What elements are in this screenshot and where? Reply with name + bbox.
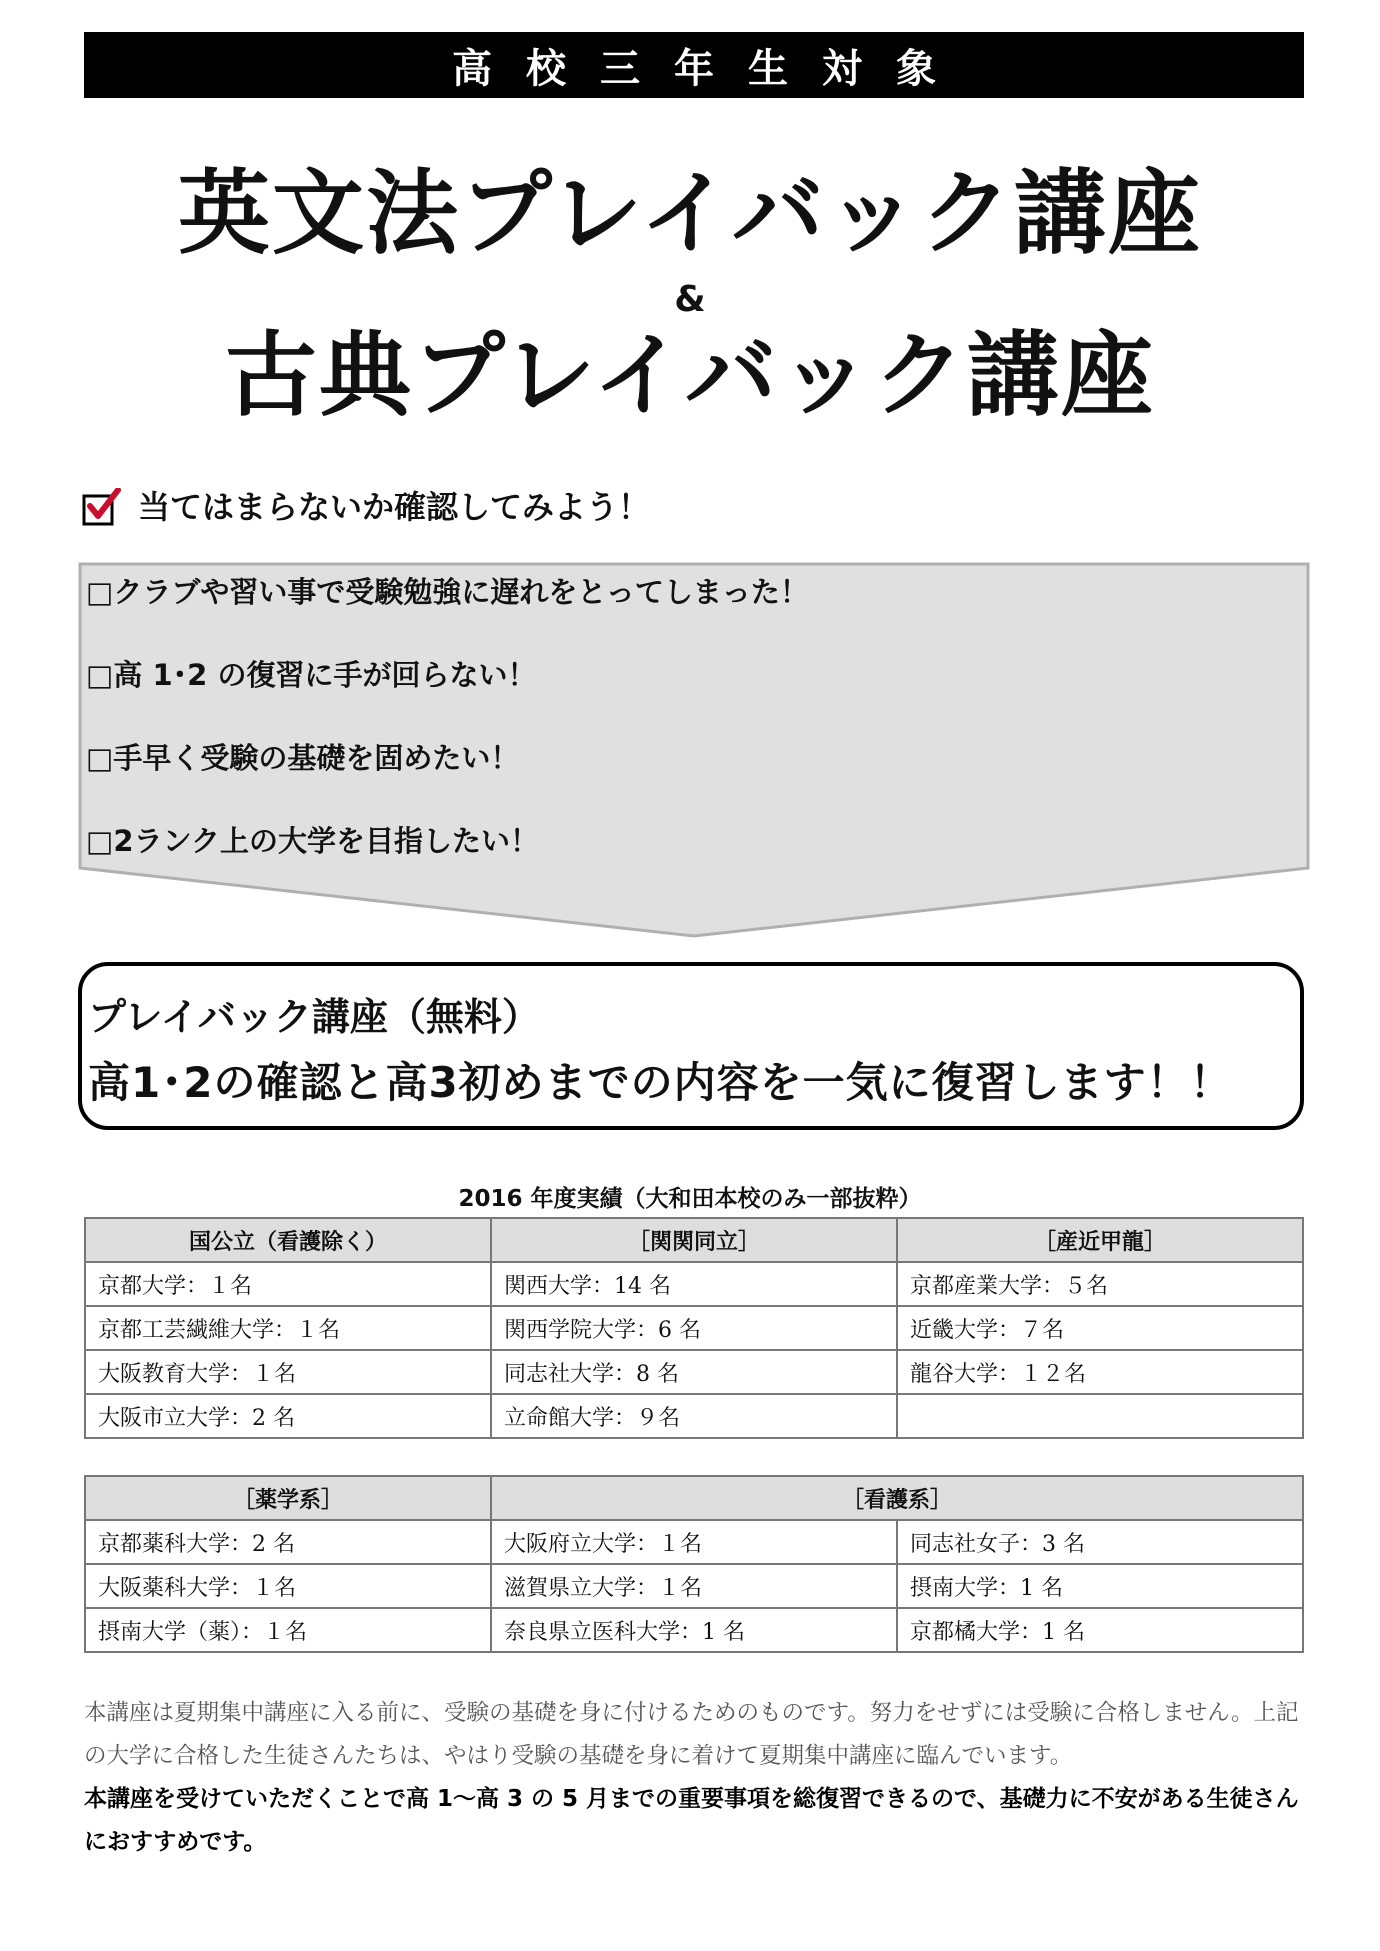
table-header: ［産近甲龍］ (897, 1218, 1303, 1262)
title-english-grammar: 英文法プレイバック講座 (178, 160, 1202, 267)
table-header-row (85, 1476, 1303, 1520)
table-cell: 大阪教育大学：１名 (85, 1350, 491, 1394)
note-emphasis: 本講座を受けていただくことで高 1～高 3 の 5 月までの重要事項を総復習できるので、基礎力に不安がある生徒さんにおすすめです。 (84, 1786, 1299, 1855)
table-cell: 京都産業大学：５名 (897, 1262, 1303, 1306)
table-header: ［薬学系］ (85, 1476, 491, 1520)
results-caption: 2016 年度実績（大和田本校のみ一部抜粋） (458, 1186, 922, 1212)
table-row (85, 1520, 1303, 1564)
table-cell: 京都大学：１名 (85, 1262, 491, 1306)
table-cell: 摂南大学（薬）：１名 (85, 1608, 491, 1652)
checklist-arrow-box (78, 562, 1310, 938)
table-cell: 近畿大学：７名 (897, 1306, 1303, 1350)
table-row (85, 1350, 1303, 1394)
table-cell: 龍谷大学：１２名 (897, 1350, 1303, 1394)
table-row (85, 1564, 1303, 1608)
table-cell: 奈良県立医科大学：1 名 (491, 1608, 897, 1652)
course-name: プレイバック講座（無料） (88, 995, 540, 1039)
table-cell: 同志社女子：3 名 (897, 1520, 1303, 1564)
table-header: ［関関同立］ (491, 1218, 897, 1262)
checklist-item: □クラブや習い事で受験勉強に遅れをとってしまった！ (86, 575, 809, 609)
title-classics: 古典プレイバック講座 (225, 322, 1155, 429)
check-heading-row (82, 480, 650, 530)
table-cell: 同志社大学：8 名 (491, 1350, 897, 1394)
table-cell: 関西大学：14 名 (491, 1262, 897, 1306)
course-description-box (78, 962, 1304, 1130)
table-header: 国公立（看護除く） (85, 1218, 491, 1262)
table-row (85, 1262, 1303, 1306)
table-cell: 大阪府立大学：１名 (491, 1520, 897, 1564)
table-cell: 京都薬科大学：2 名 (85, 1520, 491, 1564)
results-table-pharmacy-nursing (84, 1475, 1304, 1653)
table-row (85, 1394, 1303, 1438)
table-cell (897, 1394, 1303, 1438)
checklist-item: □手早く受験の基礎を固めたい！ (86, 741, 520, 775)
checklist-item: □2ランク上の大学を目指したい！ (86, 824, 539, 858)
course-note (84, 1692, 1306, 1864)
table-cell: 大阪市立大学：2 名 (85, 1394, 491, 1438)
table-header: ［看護系］ (491, 1476, 1303, 1520)
table-cell: 滋賀県立大学：１名 (491, 1564, 897, 1608)
table-header-row (85, 1218, 1303, 1262)
note-text: 本講座は夏期集中講座に入る前に、受験の基礎を身に付けるためのものです。努力をせずには受験に合格しません。上記の大学に合格した生徒さんたちは、やはり受験の基礎を身に着けて夏期集中講座に臨んでいます。 (84, 1700, 1299, 1769)
table-cell: 関西学院大学：6 名 (491, 1306, 897, 1350)
table-cell: 摂南大学：1 名 (897, 1564, 1303, 1608)
course-summary: 高1･2の確認と高3初めまでの内容を一気に復習します！！ (88, 1058, 1233, 1107)
table-cell: 京都工芸繊維大学：１名 (85, 1306, 491, 1350)
table-cell: 京都橘大学：1 名 (897, 1608, 1303, 1652)
checklist-item: □高 1･2 の復習に手が回らない！ (86, 658, 537, 692)
checkbox-checked-icon (82, 488, 116, 522)
table-cell: 立命館大学：９名 (491, 1394, 897, 1438)
title-ampersand: & (674, 279, 706, 320)
table-row (85, 1608, 1303, 1652)
table-row (85, 1306, 1303, 1350)
results-table-universities (84, 1217, 1304, 1439)
check-heading: 当てはまらないか確認してみよう！ (138, 488, 651, 526)
table-cell: 大阪薬科大学：１名 (85, 1564, 491, 1608)
target-banner: 高校三年生対象 (84, 32, 1304, 98)
